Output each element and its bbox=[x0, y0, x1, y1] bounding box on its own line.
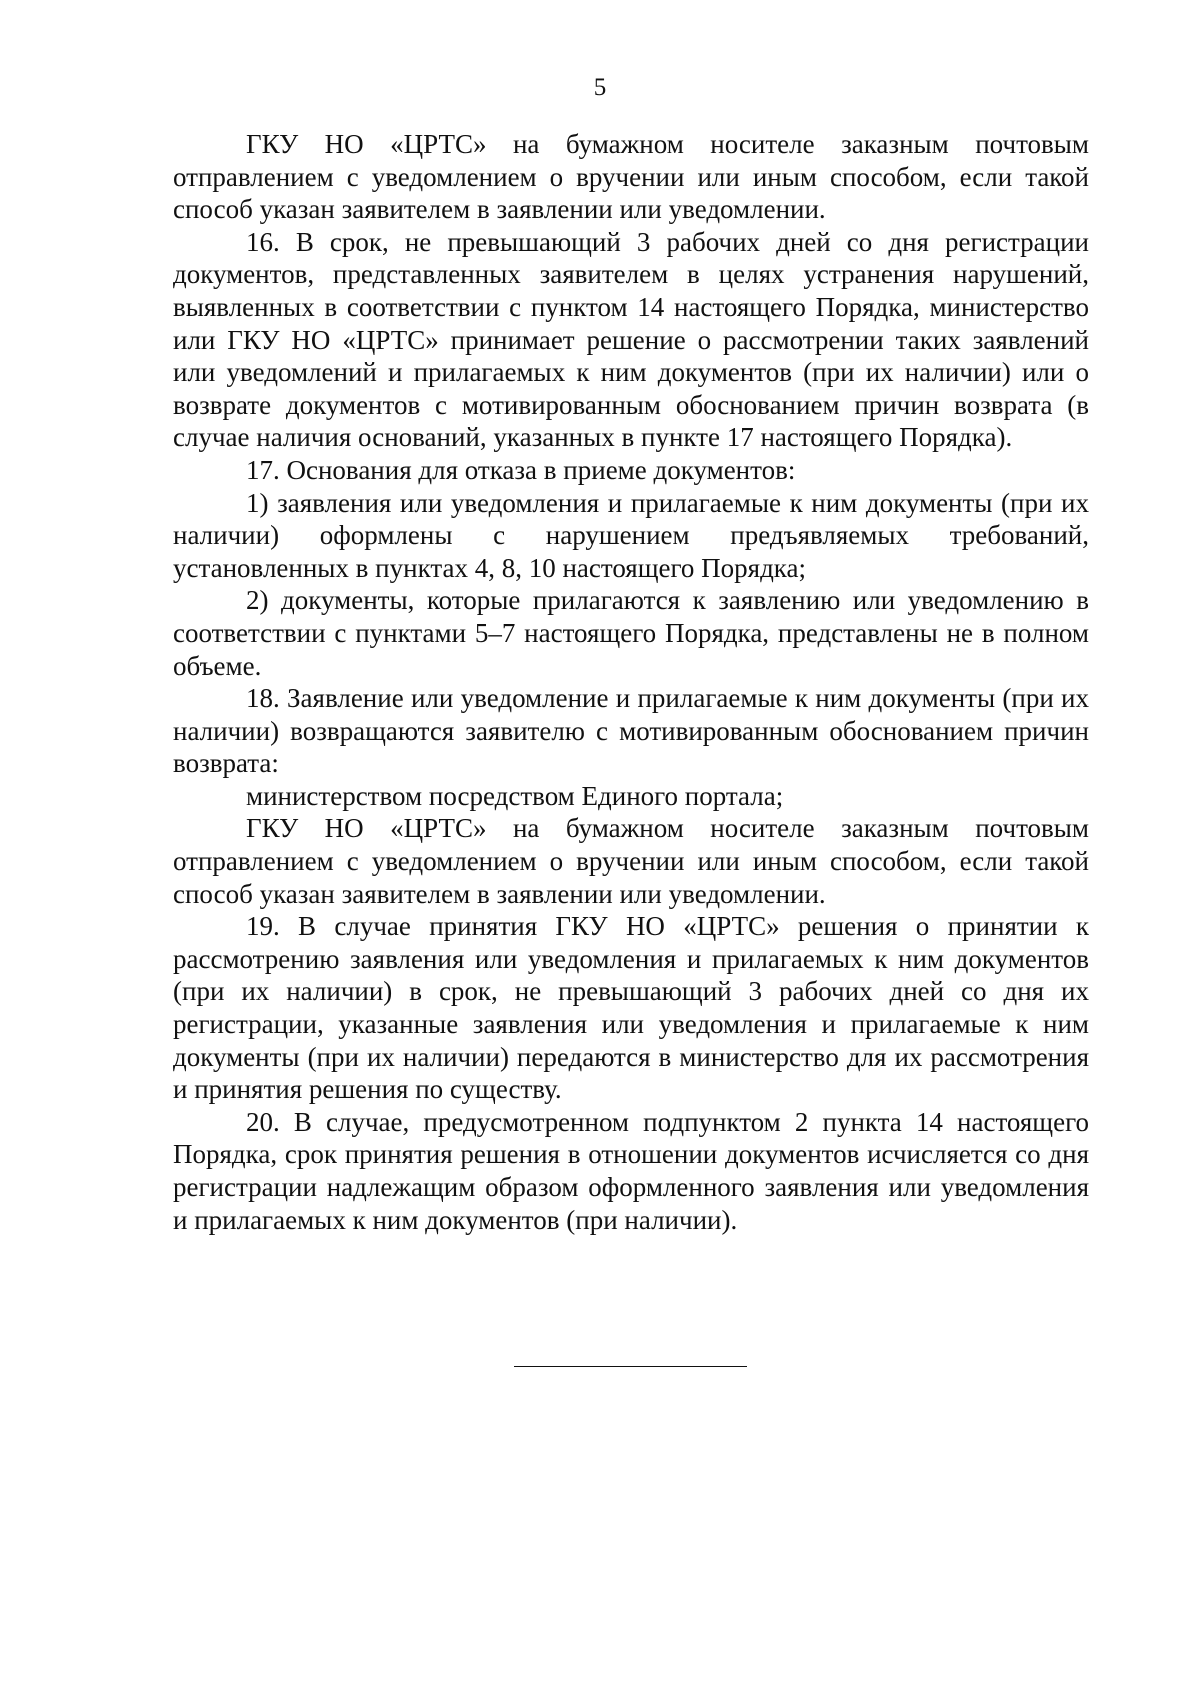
paragraph-item-18: 18. Заявление или уведомление и прилагаемые к ним документы (при их наличии) возвращаются заявителю с мотивированным обоснованием причин возврата: bbox=[173, 683, 1089, 779]
paragraph-delivery-method: ГКУ НО «ЦРТС» на бумажном носителе заказным почтовым отправлением с уведомлением о вручении или иным способом, если такой способ указан заявителем в заявлении или уведомлении. bbox=[173, 129, 1089, 225]
paragraph-item-18-ministry: министерством посредством Единого портала; bbox=[246, 780, 784, 811]
paragraph-item-17-sub-1: 1) заявления или уведомления и прилагаемые к ним документы (при их наличии) оформлены с нарушением предъявляемых требований, установленных в пунктах 4, 8, 10 настоящего Порядка; bbox=[173, 487, 1089, 583]
paragraph-item-19: 19. В случае принятия ГКУ НО «ЦРТС» решения о принятии к рассмотрению заявления или уведомления и прилагаемых к ним документов (при их наличии) в срок, не превышающий 3 рабочих дней со дня их регистрации, указанные заявления или уведомления и прилагаемые к ним документы (при их наличии) передаются в министерство для их рассмотрения и принятия решения по существу. bbox=[173, 911, 1089, 1105]
page-number: 5 bbox=[593, 74, 607, 101]
paragraph-item-17: 17. Основания для отказа в приеме документов: bbox=[246, 454, 796, 485]
paragraph-item-17-sub-2: 2) документы, которые прилагаются к заявлению или уведомлению в соответствии с пунктами 5–7 настоящего Порядка, представлены не в полном объеме. bbox=[173, 585, 1089, 681]
paragraph-item-16: 16. В срок, не превышающий 3 рабочих дней со дня регистрации документов, представленных заявителем в целях устранения нарушений, выявленных в соответствии с пунктом 14 настоящего Порядка, министерство или ГКУ НО «ЦРТС» принимает решение о рассмотрении таких заявлений или уведомлений и прилагаемых к ним документов (при их наличии) или о возврате документов с мотивированным обоснованием причин возврата (в случае наличия оснований, указанных в пункте 17 настоящего Порядка). bbox=[173, 226, 1089, 453]
paragraph-item-20: 20. В случае, предусмотренном подпунктом 2 пункта 14 настоящего Порядка, срок принятия решения в отношении документов исчисляется со дня регистрации надлежащим образом оформленного заявления или уведомления и прилагаемых к ним документов (при наличии). bbox=[173, 1106, 1089, 1235]
document-body bbox=[173, 128, 1089, 1236]
closing-separator-line bbox=[514, 1366, 747, 1367]
paragraph-item-18-gku: ГКУ НО «ЦРТС» на бумажном носителе заказным почтовым отправлением с уведомлением о вручении или иным способом, если такой способ указан заявителем в заявлении или уведомлении. bbox=[173, 813, 1089, 909]
